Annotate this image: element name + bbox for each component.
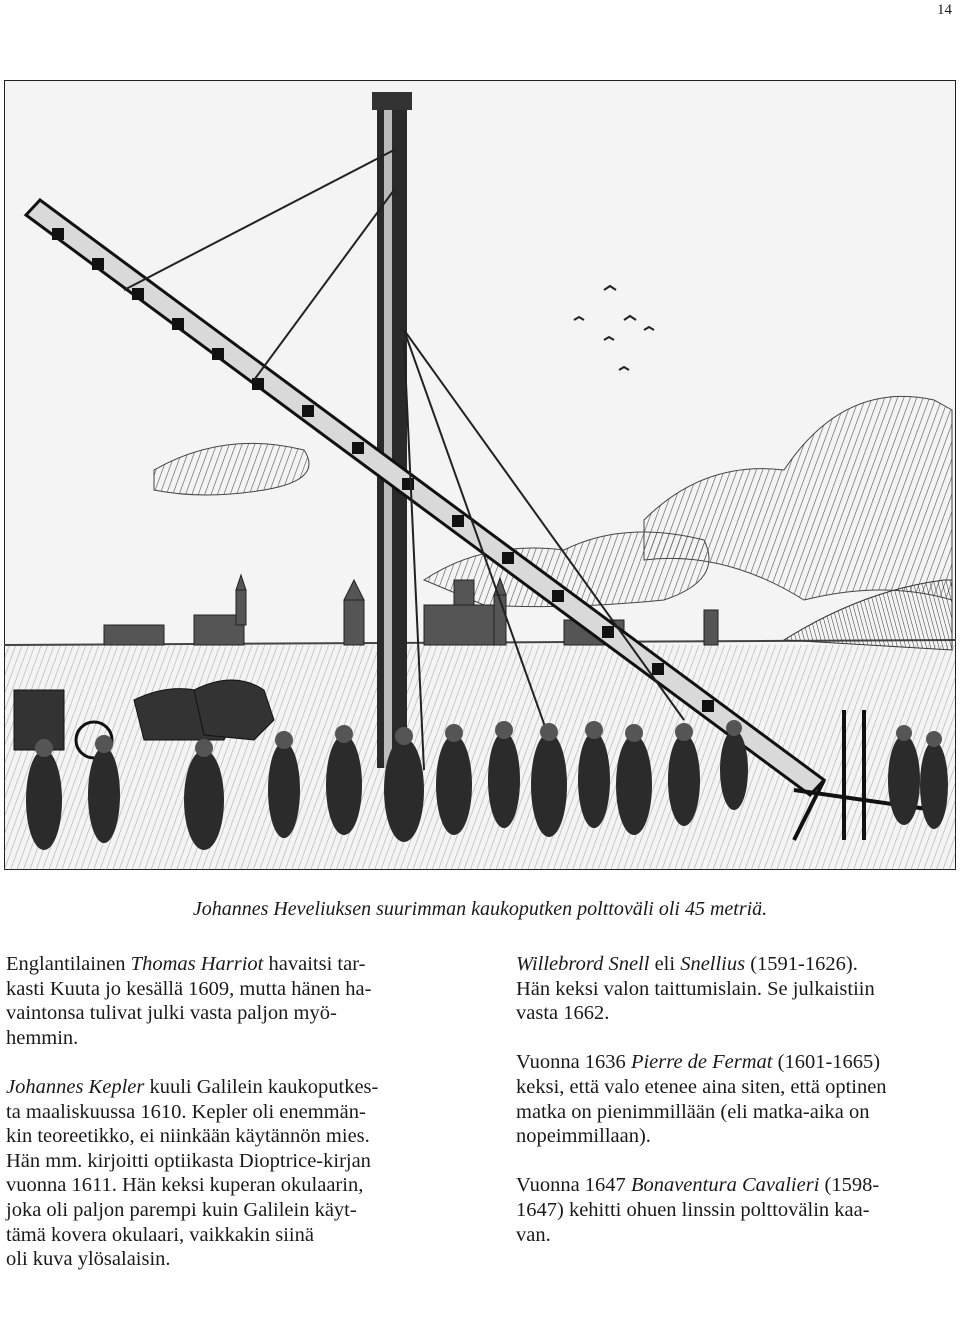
text-run: tämä kovera okulaari, vaikkakin siinä bbox=[6, 1223, 314, 1246]
text-line bbox=[516, 1100, 956, 1125]
text-line bbox=[516, 1173, 956, 1198]
text-line bbox=[6, 1198, 456, 1223]
text-line bbox=[516, 1198, 956, 1223]
text-line bbox=[6, 1100, 456, 1125]
text-run: Hän keksi valon taittumislain. Se julkaistiin bbox=[516, 977, 875, 1000]
text-run: 1647) kehitti ohuen linssin polttovälin kaa- bbox=[516, 1198, 870, 1221]
text-run: joka oli paljon parempi kuin Galilein käyt- bbox=[6, 1198, 357, 1221]
text-line bbox=[6, 1223, 456, 1248]
text-run: keksi, että valo etenee aina siten, että optinen bbox=[516, 1075, 887, 1098]
figure-caption: Johannes Heveliuksen suurimman kaukoputken polttoväli oli 45 metriä. bbox=[192, 898, 768, 920]
text-run: vuonna 1611. Hän keksi kuperan okulaarin, bbox=[6, 1174, 364, 1197]
italic-name: Snellius bbox=[680, 953, 746, 975]
text-line bbox=[6, 977, 456, 1002]
text-line bbox=[516, 977, 956, 1002]
ground bbox=[4, 645, 956, 870]
text-line bbox=[6, 1026, 456, 1051]
page-number: 14 bbox=[937, 2, 952, 18]
text-run: kin teoreetikko, ei niinkään käytännön mies. bbox=[6, 1125, 370, 1148]
paragraph bbox=[516, 952, 956, 1026]
paragraph bbox=[6, 1075, 456, 1272]
text-line bbox=[516, 1075, 956, 1100]
text-line bbox=[516, 1050, 956, 1075]
italic-name: Thomas Harriot bbox=[130, 953, 264, 975]
text-line bbox=[6, 1001, 456, 1026]
text-run: van. bbox=[516, 1223, 551, 1246]
text-run: kasti Kuuta jo kesällä 1609, mutta hänen ha- bbox=[6, 977, 372, 1000]
italic-name: Willebrord Snell bbox=[516, 953, 650, 975]
text-line bbox=[6, 1149, 456, 1174]
text-line bbox=[516, 1124, 956, 1149]
text-run: (1601-1665) bbox=[772, 1051, 881, 1074]
engraving-illustration bbox=[4, 80, 956, 870]
text-run: (1591-1626). bbox=[745, 953, 858, 975]
paragraph bbox=[516, 1173, 956, 1247]
italic-name: Pierre de Fermat bbox=[630, 1051, 773, 1074]
left-column bbox=[6, 952, 456, 1296]
text-line bbox=[6, 1124, 456, 1149]
text-run: Hän mm. kirjoitti optiikasta Dioptrice-kirjan bbox=[6, 1149, 371, 1172]
text-line bbox=[6, 952, 456, 977]
text-line bbox=[516, 1223, 956, 1248]
text-run: ta maaliskuussa 1610. Kepler oli enemmän- bbox=[6, 1100, 366, 1123]
text-run: Englantilainen bbox=[6, 953, 131, 975]
text-run: vaintonsa tulivat julki vasta paljon myö- bbox=[6, 1002, 337, 1025]
text-run: Vuonna 1636 bbox=[516, 1051, 631, 1074]
paragraph bbox=[6, 952, 456, 1050]
text-run: (1598- bbox=[819, 1174, 880, 1197]
right-column bbox=[516, 952, 956, 1272]
text-run: matka on pienimmillään (eli matka-aika on bbox=[516, 1100, 870, 1123]
text-run: havaitsi tar- bbox=[263, 953, 366, 975]
text-line bbox=[516, 1001, 956, 1026]
text-line bbox=[516, 952, 956, 977]
italic-name: Bonaventura Cavalieri bbox=[630, 1174, 820, 1197]
text-line bbox=[6, 1075, 456, 1100]
text-run: Vuonna 1647 bbox=[516, 1174, 631, 1197]
paragraph bbox=[516, 1050, 956, 1148]
text-run: hemmin. bbox=[6, 1026, 79, 1049]
text-line bbox=[6, 1173, 456, 1198]
text-run: kuuli Galilein kaukoputkes- bbox=[144, 1075, 379, 1098]
text-run: vasta 1662. bbox=[516, 1002, 610, 1025]
text-run: oli kuva ylösalaisin. bbox=[6, 1248, 171, 1271]
italic-name: Johannes Kepler bbox=[6, 1075, 145, 1098]
text-line bbox=[6, 1247, 456, 1272]
text-run: nopeimmillaan). bbox=[516, 1125, 651, 1148]
text-run: eli bbox=[649, 953, 681, 975]
